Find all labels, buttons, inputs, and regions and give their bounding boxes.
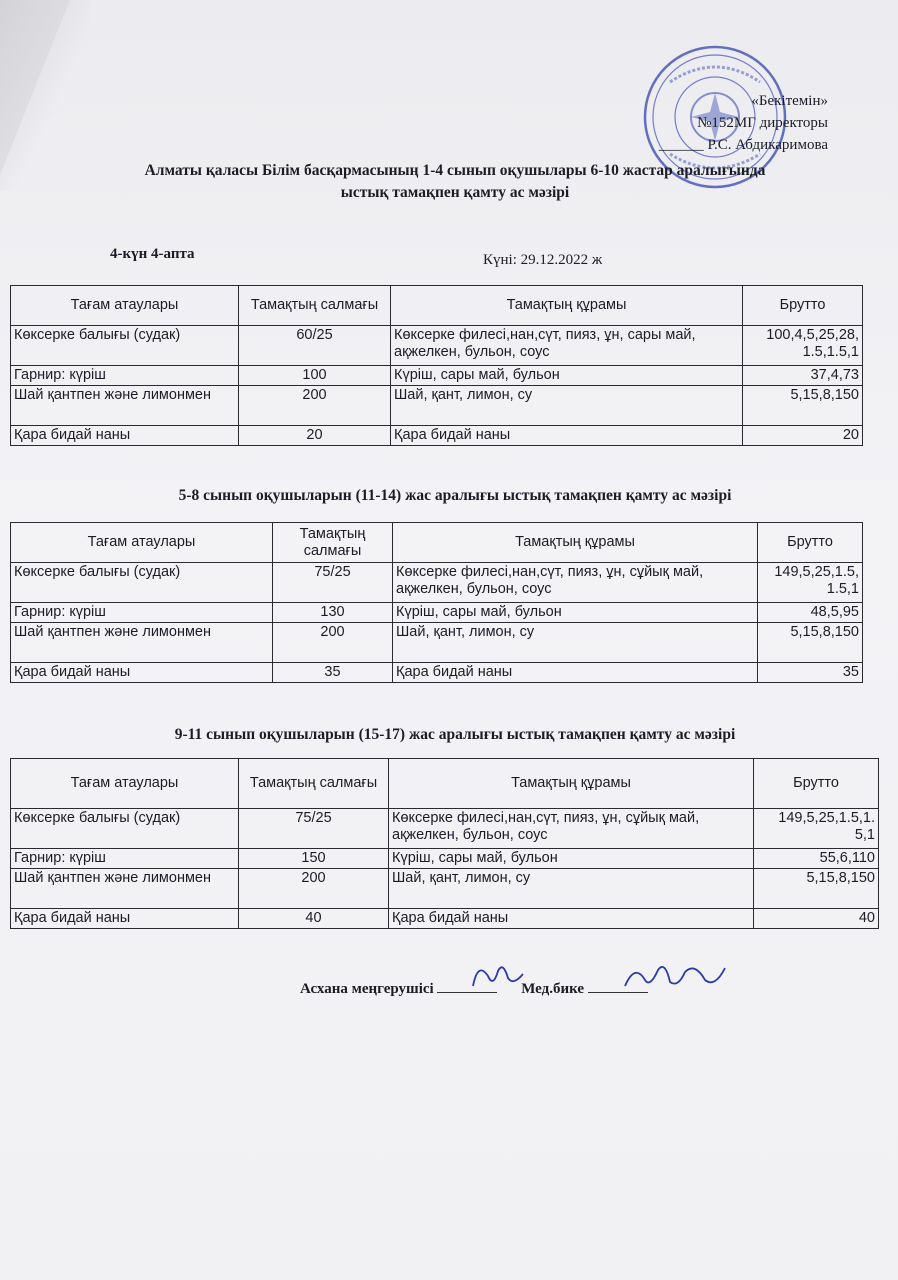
signature-line	[300, 978, 648, 998]
canteen-signature-icon	[468, 956, 528, 996]
table-row: Көксерке балығы (судак) 75/25 Көксерке филесі,нан,сүт, пияз, ұн, сұйық май, ақжелкен, бульон, соус 149,5,25,1.5,1. 5,1	[11, 809, 879, 849]
approval-block	[659, 90, 828, 156]
approval-position: №152МГ директоры	[697, 115, 828, 131]
nurse-label: Мед.бике	[521, 981, 585, 997]
header-composition: Тамақтың құрамы	[391, 286, 743, 326]
table-row: Қара бидай наны 40 Қара бидай наны 40	[11, 909, 879, 929]
document-title: Алматы қаласы Білім басқармасының 1-4 сынып оқушылары 6-10 жастар аралығында ыстық тамақпен қамту ас мәзірі	[144, 162, 766, 201]
nurse-signature-icon	[620, 958, 730, 998]
table-row: Қара бидай наны 35 Қара бидай наны 35	[11, 663, 863, 683]
table-row: Гарнир: күріш 150 Күріш, сары май, бульон 55,6,110	[11, 849, 879, 869]
section-title-grades-5-8: 5-8 сынып оқушыларын (11-14) жас аралығы ыстық тамақпен қамту ас мәзірі	[178, 487, 732, 504]
menu-table-grades-9-11: Тағам атаулары Тамақтың салмағы Тамақтың құрамы Брутто Көксерке балығы (судак) 75/25 Көксерке филесі,нан,сүт, пияз, ұн, сұйық май, ақжелкен, бульон, соус 149,5,25,1.5,1. 5,1 Гарнир: күріш 150 Күріш, сары май, бульон 55,6,110 Шай қантпен және лимонмен 200 Шай, қант, лимон, су 5,15,8,150 Қара бидай наны 40 Қара бидай наны 40	[10, 758, 879, 929]
menu-table-grades-1-4	[10, 285, 863, 446]
table-row: Гарнир: күріш 100 Күріш, сары май, бульон 37,4,73	[11, 366, 863, 386]
table-row: Шай қантпен және лимонмен 200 Шай, қант, лимон, су 5,15,8,150	[11, 623, 863, 663]
menu-table-grades-5-8: Тағам атаулары Тамақтың салмағы Тамақтың құрамы Брутто Көксерке балығы (судак) 75/25 Көксерке филесі,нан,сүт, пияз, ұн, сұйық май, ақжелкен, бульон, соус 149,5,25,1.5, 1.5,1 Гарнир: күріш 130 Күріш, сары май, бульон 48,5,95 Шай қантпен және лимонмен 200 Шай, қант, лимон, су 5,15,8,150 Қара бидай наны 35 Қара бидай наны 35	[10, 522, 863, 683]
approval-title: «Бекітемін»	[751, 93, 828, 109]
section-title-grades-9-11: 9-11 сынып оқушыларын (15-17) жас аралығы ыстық тамақпен қамту ас мәзірі	[174, 726, 736, 743]
table-row: Шай қантпен және лимонмен 200 Шай, қант, лимон, су 5,15,8,150	[11, 386, 863, 426]
date-label: Күні: 29.12.2022 ж	[483, 252, 603, 268]
day-week-label: 4-күн 4-апта	[110, 246, 195, 262]
header-weight: Тамақтың салмағы	[239, 286, 391, 326]
table-row: Көксерке балығы (судак) 75/25 Көксерке филесі,нан,сүт, пияз, ұн, сұйық май, ақжелкен, бульон, соус 149,5,25,1.5, 1.5,1	[11, 563, 863, 603]
canteen-manager-label: Асхана меңгерушісі	[300, 981, 434, 997]
approval-director: ______ Р.С. Абдикаримова	[658, 137, 828, 153]
table-row: Қара бидай наны 20 Қара бидай наны 20	[11, 426, 863, 446]
header-brutto: Брутто	[743, 286, 863, 326]
header-name: Тағам атаулары	[11, 286, 239, 326]
table-row: Гарнир: күріш 130 Күріш, сары май, бульон 48,5,95	[11, 603, 863, 623]
table-row: Шай қантпен және лимонмен 200 Шай, қант, лимон, су 5,15,8,150	[11, 869, 879, 909]
table-row: Көксерке балығы (судак) 60/25 Көксерке филесі,нан,сүт, пияз, ұн, сары май, ақжелкен, бульон, соус 100,4,5,25,28, 1.5,1.5,1	[11, 326, 863, 366]
